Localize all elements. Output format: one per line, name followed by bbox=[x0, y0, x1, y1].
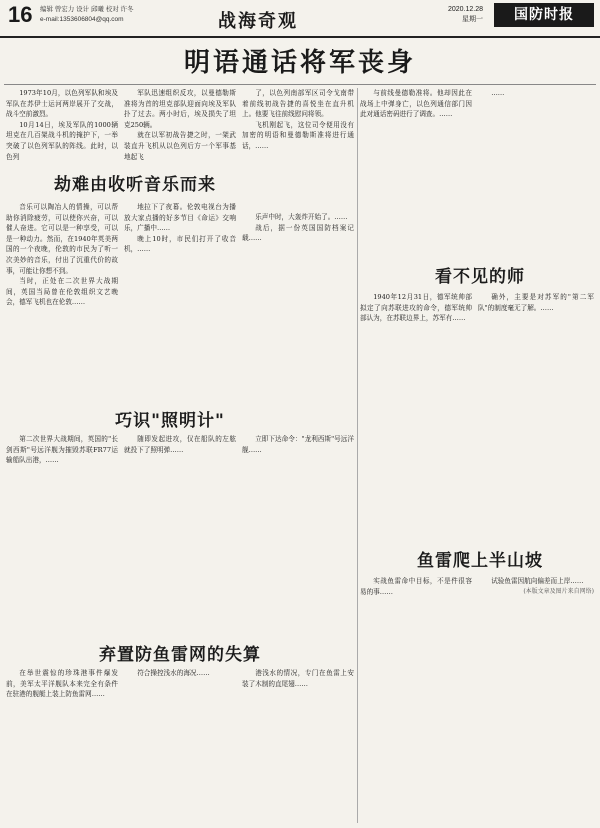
article3-col3: 立即下达命令："龙利西斯"号远洋舰…… bbox=[242, 435, 354, 454]
editor-info bbox=[40, 5, 134, 25]
newspaper-logo: 国防时报 bbox=[494, 3, 594, 27]
headline-flare: 巧识"照明计" bbox=[115, 411, 225, 431]
article5-col2: 符合操控浅水的海况…… bbox=[137, 669, 210, 677]
article5-col3: 港浅水的情况，专门在鱼雷上安装了木制的直尾翅…… bbox=[242, 669, 354, 688]
page-number: 16 bbox=[8, 2, 33, 27]
article5-col1: 在举世震惊的珍珠港事件爆发前，美军太平洋舰队本来完全有条件在驻港的舰艇上装上防鱼雷网…… bbox=[6, 669, 118, 699]
article6-col1: 实战鱼雷命中目标，不是件很容易的事…… bbox=[360, 577, 472, 596]
article3-col1: 第二次世界大战期间，英国的"长剑西斯"号远洋舰为摧毁苏联FR77运输船队出港，…… bbox=[6, 435, 118, 465]
headline-rule bbox=[4, 84, 596, 85]
headline-invisible-division: 看不见的师 bbox=[435, 267, 525, 287]
article6-col2: 试验鱼雷因航向偏差而上岸…… (本版文章及图片来自网络) bbox=[478, 576, 594, 823]
article4-col1: 1940年12月31日，德军统帅部拟定了向苏联进攻的命令，德军统帅部认为，在苏联边界上，苏军有…… bbox=[360, 293, 472, 323]
column-divider bbox=[357, 88, 358, 823]
page-header bbox=[0, 0, 600, 38]
image-credit: (本版文章及图片来自网络) bbox=[523, 587, 594, 595]
section-title: 战海奇观 bbox=[218, 11, 298, 32]
headline-torpedo-net: 弃置防鱼雷网的失算 bbox=[99, 645, 261, 665]
headline-music: 劫难由收听音乐而来 bbox=[54, 175, 216, 195]
article1-col3: 了，以色列南部军区司令戈南带着前线初战告捷的喜悦坐在直升机上。他要飞往前线慰问将领。 飞机刚起飞，这位司令便用没有加密的明语和曼德勒斯准将进行通话，…… bbox=[242, 89, 354, 150]
editor-email: e-mail:1353606804@qq.com bbox=[40, 16, 124, 23]
article2-col2: 地拉下了夜幕。伦敦电视台为播放大家点播的好多节目《命运》交响乐，广播中…… 晚上10时，市民们打开了收音机，…… bbox=[124, 203, 236, 254]
issue-date bbox=[448, 5, 483, 25]
article1-col5: …… bbox=[491, 89, 505, 97]
article2-col3: 乐声中时，大轰炸开始了。…… 战后，据一份英国国防档案记载…… bbox=[242, 213, 354, 243]
article4-col2: 确外，主要是对苏军的"第二军队"的制度毫无了解。…… bbox=[478, 293, 594, 312]
article1-col4: 与前线曼德勒准将。他却因此在战场上中弹身亡，以色列通信部门因此对通话密码进行了调查。…… bbox=[360, 89, 472, 119]
headline-torpedo-hill: 鱼雷爬上半山坡 bbox=[417, 551, 543, 571]
editor-line: 编辑 曾宏力 设计 邱曦 校对 许冬 bbox=[40, 6, 134, 13]
article2-col1: 音乐可以陶冶人的情操，可以帮助你消除疲劳，可以使你兴奋，可以催人奋进。它可以是一种享受，可以是一种动力。然而，在1940年英美两国的一个夜晚，伦敦的市民为了听一次美妙的音乐，付出了沉重代价的故事，可能让你想不到。 当时，正处在二次世界大战期间，英国当局曾在伦敦组织文艺晚会，德军飞机也在伦敦…… bbox=[6, 203, 118, 307]
article1-col2: 军队迅速组织反攻，以曼德勒斯准将为首的坦克部队迎面向埃及军队扑了过去。两小时后，埃及损失了坦克250辆。 就在以军初战告捷之时，一架武装直升飞机从以色列后方一个军事基地起飞 bbox=[124, 89, 236, 161]
article3-col2: 随即发起进攻，仅在船队的左舷就投下了照明弹…… bbox=[124, 435, 236, 454]
date-value: 2020.12.28 bbox=[448, 6, 484, 13]
article1-col1: 1973年10月，以色列军队和埃及军队在苏伊士运河两岸展开了交战，战斗空前激烈。 10月14日，埃及军队的1000辆坦克在几百架战斗机的掩护下，一举突破了以色列军队的阵线。此时，以色列 bbox=[6, 89, 118, 161]
headline-main: 明语通话将军丧身 bbox=[183, 48, 416, 78]
weekday-value: 星期一 bbox=[462, 16, 484, 23]
